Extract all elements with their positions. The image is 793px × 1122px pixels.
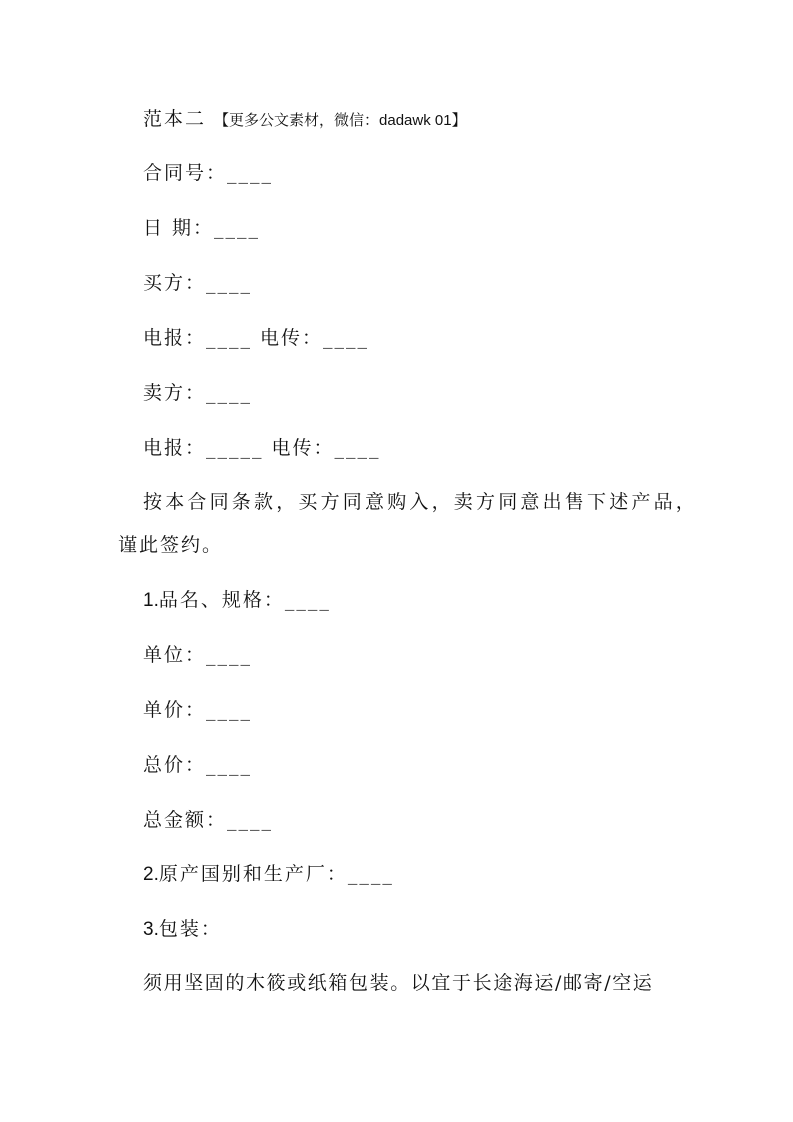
unit-price-field: 单价：____ xyxy=(143,699,253,721)
promo-note: 【更多公文素材，微信：dadawk 01】 xyxy=(214,112,467,129)
document-title: 范本二 xyxy=(143,108,207,130)
intro-paragraph-line-1: 按本合同条款，买方同意购入，卖方同意出售下述产品， xyxy=(143,491,699,513)
item-3-text: 包装： xyxy=(158,918,222,940)
item-1-number: 1. xyxy=(143,590,159,611)
item-2-number: 2. xyxy=(143,864,159,885)
total-amount-field: 总金额：____ xyxy=(143,809,274,831)
item-1-text: 品名、规格：____ xyxy=(158,589,331,611)
date-field: 日 期：____ xyxy=(143,217,261,239)
item-2-origin-manufacturer xyxy=(143,862,394,887)
seller-field: 卖方：____ xyxy=(143,382,253,404)
header-line xyxy=(143,107,467,133)
intro-paragraph-line-2: 谨此签约。 xyxy=(118,534,224,556)
packing-paragraph: 须用坚固的木筱或纸箱包装。以宜于长途海运/邮寄/空运 xyxy=(143,972,654,994)
item-1-name-spec xyxy=(143,588,331,613)
contract-number-field: 合同号：____ xyxy=(143,162,274,184)
seller-telegram-fax-field: 电报：_____ 电传：____ xyxy=(143,437,381,459)
item-2-text: 原产国别和生产厂：____ xyxy=(158,863,394,885)
item-3-number: 3. xyxy=(143,919,159,940)
buyer-telegram-fax-field: 电报：____ 电传：____ xyxy=(143,327,370,349)
item-3-packing xyxy=(143,917,222,942)
buyer-field: 买方：____ xyxy=(143,272,253,294)
unit-field: 单位：____ xyxy=(143,644,253,666)
total-price-field: 总价：____ xyxy=(143,754,253,776)
